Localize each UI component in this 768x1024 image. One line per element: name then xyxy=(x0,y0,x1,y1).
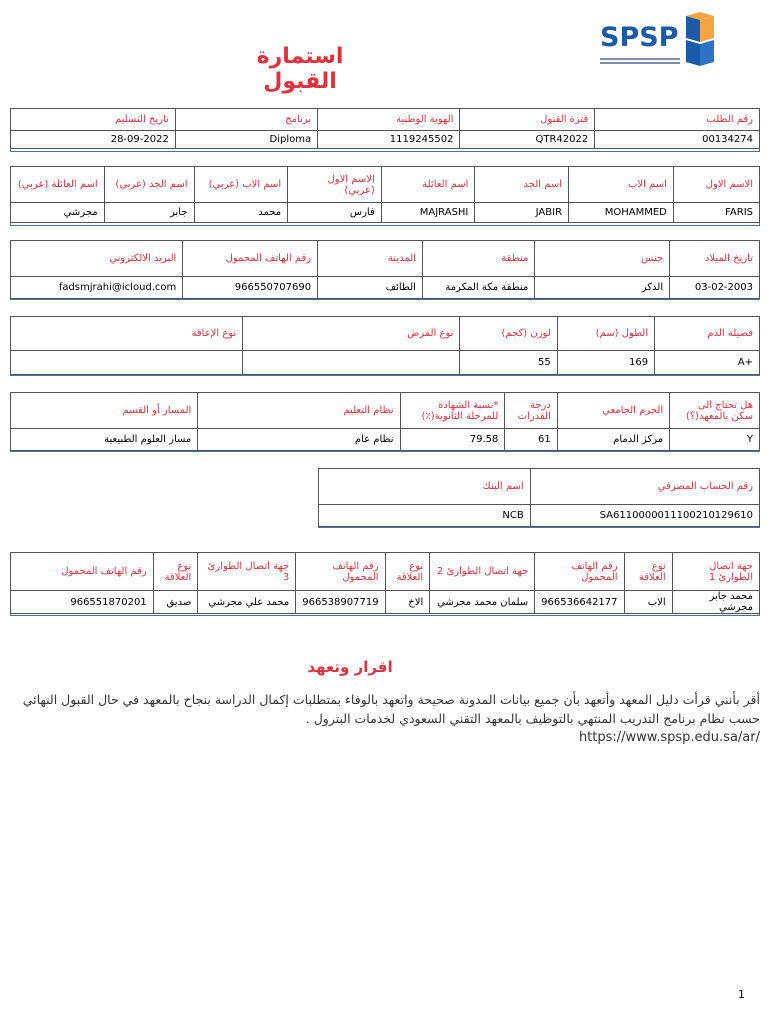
header-cell: لوزن (كجم) xyxy=(460,317,557,351)
value-cell: SA6110000011100210129610 xyxy=(530,505,759,527)
header-cell: اسم البنك xyxy=(319,469,531,505)
value-cell: 169 xyxy=(557,351,654,375)
header-cell: جهة اتصال الطوارئ 2 xyxy=(430,553,535,591)
header-cell: رقم الهاتف المحمول xyxy=(296,553,385,591)
header-cell: نوع العلاقة xyxy=(153,553,198,591)
value-cell: Y xyxy=(670,429,760,451)
health-info-table xyxy=(10,316,760,375)
header-cell: نظام التعليم xyxy=(198,393,400,429)
header-cell: تاريخ التسليم xyxy=(11,109,176,131)
value-cell: MOHAMMED xyxy=(569,203,674,223)
header-cell: برنامج xyxy=(175,109,317,131)
value-cell: محمد علي مجرشي xyxy=(198,591,296,614)
value-cell: سلمان محمد مجرشي xyxy=(430,591,535,614)
value-cell: 00134274 xyxy=(595,131,760,149)
value-cell: مركز الدمام xyxy=(557,429,669,451)
value-cell: 966550707690 xyxy=(183,277,318,299)
education-info-table xyxy=(10,392,760,451)
header-cell: هل تحتاج الى سكن بالمعهد(؟) xyxy=(670,393,760,429)
logo-text: SPSP xyxy=(600,22,679,53)
header-cell: اسم الجد (عربي) xyxy=(104,167,194,203)
header-cell: فصيلة الدم xyxy=(655,317,760,351)
header-cell: جهة اتصال الطوارئ 1 xyxy=(672,553,759,591)
names-table xyxy=(10,166,760,223)
value-cell: 966551870201 xyxy=(11,591,154,614)
header-cell: تاريخ الميلاد xyxy=(670,241,760,277)
value-cell xyxy=(11,351,243,375)
header-cell: رقم الهاتف المحمول xyxy=(11,553,154,591)
header-cell: فترة القبول xyxy=(460,109,595,131)
header-cell: رقم الطلب xyxy=(595,109,760,131)
header-cell: اسم العائلة (عربي) xyxy=(11,167,105,203)
application-info-table xyxy=(10,108,760,149)
header-cell: المدينة xyxy=(318,241,423,277)
header-cell: نوع العلاقة xyxy=(624,553,672,591)
page-number: 1 xyxy=(738,988,745,1001)
declaration-link[interactable]: https://www.spsp.edu.sa/ar/ xyxy=(578,730,760,745)
value-cell: منطقة مكة المكرمة xyxy=(422,277,534,299)
header-cell: جنس xyxy=(535,241,670,277)
header-cell: نوع المرض xyxy=(243,317,460,351)
header-cell: *نسبة الشهادة للمرحلة الثانوية(٪) xyxy=(400,393,505,429)
header-cell: البريد الالكتروني xyxy=(11,241,183,277)
logo-subtitle-lines xyxy=(600,58,680,64)
value-cell: محمد xyxy=(194,203,288,223)
header-cell: جهة اتصال الطوارئ 3 xyxy=(198,553,296,591)
value-cell: fadsmjrahi@icloud.com xyxy=(11,277,183,299)
value-cell: 1119245502 xyxy=(318,131,460,149)
header-cell: رقم الهاتف المحمول xyxy=(183,241,318,277)
value-cell: 28-09-2022 xyxy=(11,131,176,149)
header-cell: اسم الاب (عربي) xyxy=(194,167,288,203)
value-cell: الذكر xyxy=(535,277,670,299)
value-cell: JABIR xyxy=(475,203,569,223)
header-cell: الاسم الاول xyxy=(673,167,759,203)
header-cell: المسار أو القسم xyxy=(11,393,198,429)
header-cell: الطول (سم) xyxy=(557,317,654,351)
value-cell: 966536642177 xyxy=(535,591,624,614)
value-cell: الاب xyxy=(624,591,672,614)
personal-info-table xyxy=(10,240,760,299)
header-cell: رقم الحساب المصرفي xyxy=(530,469,759,505)
emergency-contacts-table xyxy=(10,552,760,614)
value-cell: A+ xyxy=(655,351,760,375)
value-cell: 966538907719 xyxy=(296,591,385,614)
header-cell: الحرم الجامعي xyxy=(557,393,669,429)
header-cell: رقم الهاتف المحمول xyxy=(535,553,624,591)
page-title: استمارة القبول xyxy=(256,44,344,94)
value-cell: QTR42022 xyxy=(460,131,595,149)
value-cell: الطائف xyxy=(318,277,423,299)
value-cell: 61 xyxy=(505,429,557,451)
value-cell: 03-02-2003 xyxy=(670,277,760,299)
value-cell: MAJRASHI xyxy=(381,203,475,223)
header-cell: الاسم الاول (عربي) xyxy=(288,167,382,203)
header-cell: الهوية الوطنية xyxy=(318,109,460,131)
value-cell: Diploma xyxy=(175,131,317,149)
header-cell: اسم الجد xyxy=(475,167,569,203)
declaration-text: أقر بأنني قرأت دليل المعهد وأتعهد بأن جميع بيانات المدونة صحيحة واتعهد بالوفاء بمتطلبات إكمال الدراسة بنجاح بالمعهد في حال القبول النهائي حسب نظام برنامج التدريب المنتهي بالتوظيف بالمعهد التقني السعودي لخدمات البترول . xyxy=(22,692,760,726)
value-cell: الاخ xyxy=(385,591,430,614)
value-cell: 55 xyxy=(460,351,557,375)
value-cell: صديق xyxy=(153,591,198,614)
value-cell: NCB xyxy=(319,505,531,527)
value-cell: نظام عام xyxy=(198,429,400,451)
spsp-logo xyxy=(598,12,720,72)
value-cell: FARIS xyxy=(673,203,759,223)
value-cell: 79.58 xyxy=(400,429,505,451)
declaration-title: اقرار وتعهد xyxy=(307,658,393,676)
header-cell: اسم الاب xyxy=(569,167,674,203)
header-cell: اسم العائلة xyxy=(381,167,475,203)
value-cell: جابر xyxy=(104,203,194,223)
value-cell: فارس xyxy=(288,203,382,223)
header-cell: نوع الإعاقة xyxy=(11,317,243,351)
bank-info-table xyxy=(318,468,760,527)
header-cell: نوع العلاقة xyxy=(385,553,430,591)
value-cell: محمد جابر مجرشي xyxy=(672,591,759,614)
value-cell: مسار العلوم الطبيعية xyxy=(11,429,198,451)
logo-cube-icon xyxy=(682,12,718,68)
value-cell xyxy=(243,351,460,375)
header-cell: درجة القدرات xyxy=(505,393,557,429)
header-cell: منطقة xyxy=(422,241,534,277)
value-cell: مجرشي xyxy=(11,203,105,223)
